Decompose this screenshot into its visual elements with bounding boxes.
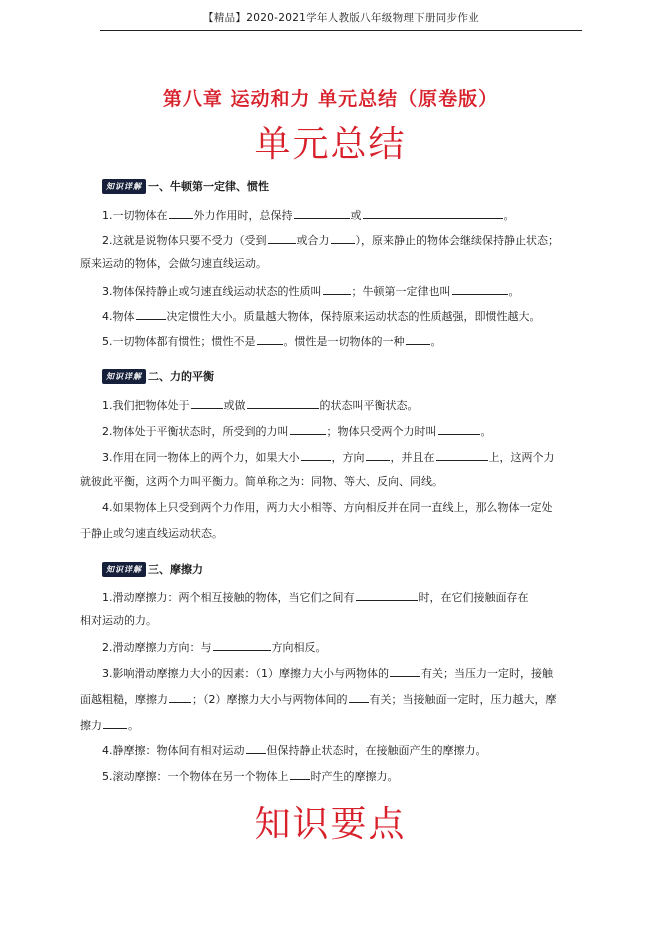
answer-blank[interactable]: [290, 422, 326, 435]
answer-blank[interactable]: [191, 396, 223, 409]
section-title: 二、力的平衡: [148, 370, 214, 383]
question-line: 相对运动的力。: [80, 614, 157, 627]
answer-blank[interactable]: [301, 448, 331, 461]
section-title: 一、牛顿第一定律、惯性: [148, 180, 269, 193]
question-line: 1.滑动摩擦力：两个相互接触的物体，当它们之间有 时，在它们接触面存在: [102, 588, 580, 606]
knowledge-badge: 知识详解: [102, 179, 146, 194]
question-line: 2.滑动摩擦力方向：与 方向相反。: [102, 638, 580, 656]
unit-summary-title: 单元总结: [254, 124, 407, 165]
answer-blank[interactable]: [103, 716, 127, 729]
knowledge-badge: 知识详解: [102, 369, 146, 384]
question-line: 擦力 。: [80, 716, 558, 734]
answer-blank[interactable]: [356, 588, 418, 601]
answer-blank[interactable]: [390, 664, 420, 677]
answer-blank[interactable]: [438, 422, 480, 435]
question-line: 3.作用在同一物体上的两个力，如果大小 ，方向 ，并且在 上，这两个力: [102, 448, 580, 466]
answer-blank[interactable]: [290, 767, 310, 780]
question-line: 原来运动的物体，会做匀速直线运动。: [80, 257, 267, 270]
answer-blank[interactable]: [436, 448, 488, 461]
question-line: 3.物体保持静止或匀速直线运动状态的性质叫 ；牛顿第一定律也叫 。: [102, 282, 580, 300]
answer-blank[interactable]: [294, 206, 350, 219]
answer-blank[interactable]: [169, 690, 191, 703]
page-header: 【精品】2020-2021学年人教版八年级物理下册同步作业: [100, 10, 582, 31]
answer-blank[interactable]: [363, 206, 503, 219]
question-line: 2.物体处于平衡状态时，所受到的力叫 ；物体只受两个力时叫 。: [102, 422, 580, 440]
answer-blank[interactable]: [257, 332, 283, 345]
question-line: 5.滚动摩擦：一个物体在另一个物体上 时产生的摩擦力。: [102, 767, 580, 785]
section-title: 三、摩擦力: [148, 563, 203, 576]
question-line: 4.静摩擦：物体间有相对运动 但保持静止状态时，在接触面产生的摩擦力。: [102, 741, 580, 759]
question-line: 就彼此平衡，这两个力叫平衡力。简单称之为：同物、等大、反向、同线。: [80, 475, 443, 488]
section-heading-friction: [102, 560, 203, 578]
answer-blank[interactable]: [213, 638, 271, 651]
knowledge-points-title: 知识要点: [254, 804, 407, 845]
answer-blank[interactable]: [169, 206, 193, 219]
answer-blank[interactable]: [247, 396, 319, 409]
question-line: 1.我们把物体处于 或做 的状态叫平衡状态。: [102, 396, 580, 414]
answer-blank[interactable]: [349, 690, 369, 703]
section-heading-balance: [102, 367, 214, 385]
chapter-title: 第八章 运动和力 单元总结（原卷版）: [162, 88, 499, 110]
question-line: 5.一切物体都有惯性；惯性不是 。惯性是一切物体的一种 。: [102, 332, 580, 350]
question-line: 4.如果物体上只受到两个力作用，两力大小相等、方向相反并在同一直线上，那么物体一定处: [102, 501, 553, 514]
question-line: 于静止或匀速直线运动状态。: [80, 527, 223, 540]
answer-blank[interactable]: [268, 231, 296, 244]
question-line: 面越粗糙，摩擦力 ；（2）摩擦力大小与两物体间的 有关；当接触面一定时，压力越大，摩: [80, 690, 558, 708]
answer-blank[interactable]: [406, 332, 430, 345]
question-line: 3.影响滑动摩擦力大小的因素：（1）摩擦力大小与两物体的 有关；当压力一定时，接触: [102, 664, 580, 682]
answer-blank[interactable]: [246, 741, 266, 754]
answer-blank[interactable]: [136, 307, 166, 320]
question-line: 4.物体 决定惯性大小。质量越大物体，保持原来运动状态的性质越强，即惯性越大。: [102, 307, 580, 325]
section-heading-newton: [102, 177, 269, 195]
answer-blank[interactable]: [331, 231, 355, 244]
knowledge-badge: 知识详解: [102, 562, 146, 577]
answer-blank[interactable]: [323, 282, 351, 295]
answer-blank[interactable]: [366, 448, 390, 461]
question-line: 1.一切物体在 外力作用时，总保持 或 。: [102, 206, 580, 224]
question-line: 2.这就是说物体只要不受力（受到 或合力 ），原来静止的物体会继续保持静止状态；: [102, 231, 580, 249]
answer-blank[interactable]: [452, 282, 508, 295]
